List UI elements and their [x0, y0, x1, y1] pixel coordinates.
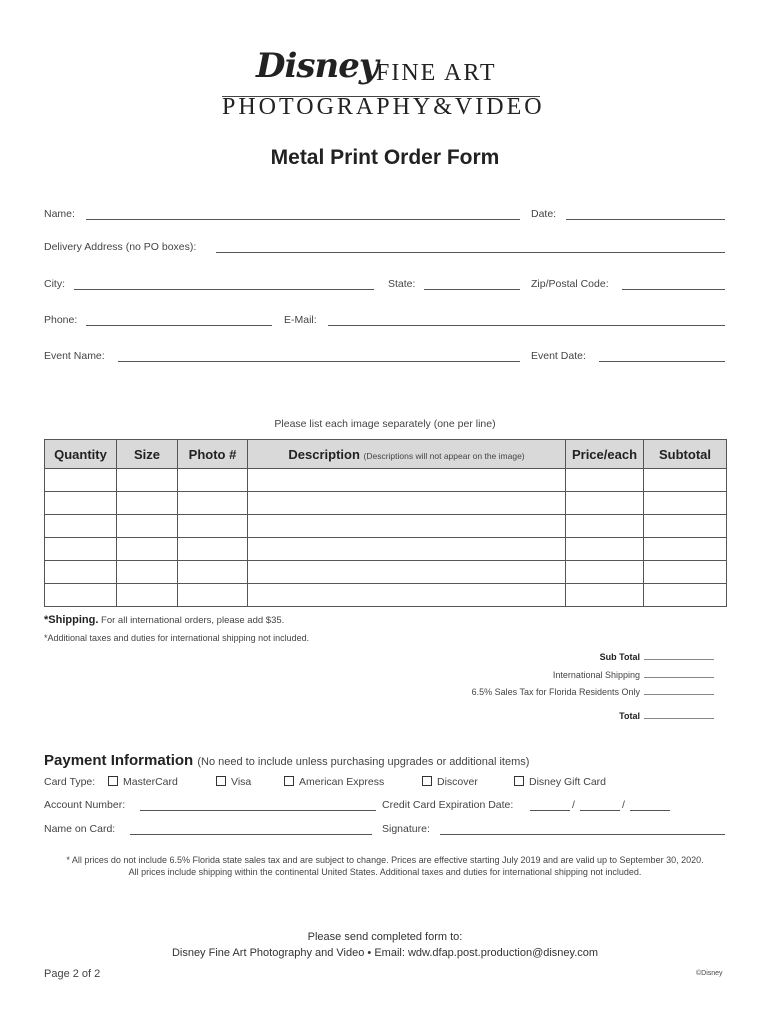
expiration-separator: /	[572, 799, 575, 811]
description-cell[interactable]	[248, 584, 566, 607]
table-row	[45, 561, 727, 584]
header-price-each: Price/each	[566, 440, 644, 469]
checkbox-icon[interactable]	[216, 776, 226, 786]
table-header-row	[45, 440, 727, 469]
date-field[interactable]	[566, 219, 725, 220]
card-option-amex[interactable]	[284, 776, 384, 788]
price-footnote-line1: * All prices do not include 6.5% Florida state sales tax and are subject to change. Prices are effective starting July 2019 and are valid up to September 30, 2020.	[66, 855, 704, 865]
card-option-label: Discover	[437, 776, 478, 788]
size-cell[interactable]	[117, 584, 178, 607]
event-date-label: Event Date:	[531, 350, 586, 362]
header-description-note: (Descriptions will not appear on the image)	[363, 450, 525, 461]
zip-label: Zip/Postal Code:	[531, 278, 609, 290]
header-quantity: Quantity	[45, 440, 117, 469]
address-label: Delivery Address (no PO boxes):	[44, 241, 197, 253]
page-number: Page 2 of 2	[44, 968, 101, 980]
order-table	[44, 439, 727, 607]
card-option-gift-card[interactable]	[514, 776, 606, 788]
payment-heading-note: (No need to include unless purchasing upgrades or additional items)	[197, 756, 530, 768]
total-label: Total	[619, 711, 640, 721]
send-instructions: Please send completed form to:	[307, 931, 463, 943]
total-line	[619, 710, 714, 721]
photo-number-cell[interactable]	[178, 515, 248, 538]
size-cell[interactable]	[117, 469, 178, 492]
description-cell[interactable]	[248, 538, 566, 561]
table-row	[45, 515, 727, 538]
event-name-field[interactable]	[118, 361, 520, 362]
card-option-mastercard[interactable]	[108, 776, 178, 788]
name-on-card-label: Name on Card:	[44, 823, 116, 835]
send-contact: Disney Fine Art Photography and Video • Email: wdw.dfap.post.production@disney.com	[171, 947, 599, 959]
header-description	[248, 440, 566, 469]
quantity-cell[interactable]	[45, 584, 117, 607]
tax-field[interactable]	[644, 686, 714, 695]
intl-shipping-label: International Shipping	[552, 670, 640, 680]
description-cell[interactable]	[248, 492, 566, 515]
subtotal-label: Sub Total	[599, 652, 640, 662]
state-field[interactable]	[424, 289, 520, 290]
brand-logo	[222, 42, 552, 120]
quantity-cell[interactable]	[45, 469, 117, 492]
description-cell[interactable]	[248, 515, 566, 538]
card-option-discover[interactable]	[422, 776, 478, 788]
name-on-card-field[interactable]	[130, 834, 372, 835]
subtotal-cell[interactable]	[644, 469, 727, 492]
email-label: E-Mail:	[284, 314, 317, 326]
checkbox-icon[interactable]	[514, 776, 524, 786]
logo-disney-text: Disney	[256, 46, 378, 86]
card-option-label: American Express	[299, 776, 385, 788]
date-label: Date:	[531, 208, 557, 220]
photo-number-cell[interactable]	[178, 584, 248, 607]
shipping-label: *Shipping.	[44, 614, 99, 626]
subtotal-line	[600, 651, 714, 662]
photo-number-cell[interactable]	[178, 469, 248, 492]
table-row	[45, 584, 727, 607]
quantity-cell[interactable]	[45, 561, 117, 584]
header-size: Size	[117, 440, 178, 469]
account-number-field[interactable]	[140, 810, 376, 811]
signature-field[interactable]	[440, 834, 725, 835]
event-name-label: Event Name:	[44, 350, 105, 362]
tax-label: 6.5% Sales Tax for Florida Residents Only	[471, 687, 640, 697]
header-description-label: Description	[288, 446, 360, 462]
zip-field[interactable]	[622, 289, 725, 290]
card-type-label: Card Type:	[44, 776, 96, 788]
price-cell[interactable]	[566, 515, 644, 538]
phone-label: Phone:	[44, 314, 78, 326]
size-cell[interactable]	[117, 561, 178, 584]
size-cell[interactable]	[117, 492, 178, 515]
shipping-note	[44, 614, 284, 626]
photo-number-cell[interactable]	[178, 538, 248, 561]
photo-number-cell[interactable]	[178, 561, 248, 584]
expiration-day-field[interactable]	[580, 810, 620, 811]
tax-line	[472, 686, 714, 697]
expiration-separator: /	[622, 799, 625, 811]
shipping-text: For all international orders, please add $35.	[101, 615, 285, 626]
expiration-month-field[interactable]	[530, 810, 570, 811]
shipping-duties-note: *Additional taxes and duties for international shipping not included.	[44, 633, 310, 643]
card-option-label: Disney Gift Card	[529, 776, 607, 788]
event-date-field[interactable]	[599, 361, 725, 362]
state-label: State:	[388, 278, 416, 290]
payment-heading	[44, 752, 529, 769]
table-row	[45, 492, 727, 515]
city-field[interactable]	[74, 289, 374, 290]
total-field[interactable]	[644, 710, 714, 719]
email-field[interactable]	[328, 325, 725, 326]
intl-shipping-field[interactable]	[644, 669, 714, 678]
table-instructions: Please list each image separately (one per line)	[274, 418, 496, 430]
price-cell[interactable]	[566, 469, 644, 492]
card-option-visa[interactable]	[216, 776, 251, 788]
city-label: City:	[44, 278, 65, 290]
subtotal-field[interactable]	[644, 651, 714, 660]
price-cell[interactable]	[566, 492, 644, 515]
quantity-cell[interactable]	[45, 492, 117, 515]
description-cell[interactable]	[248, 469, 566, 492]
size-cell[interactable]	[117, 515, 178, 538]
card-option-label: Visa	[231, 776, 252, 788]
copyright: ©Disney	[696, 970, 723, 977]
header-photo-number: Photo #	[178, 440, 248, 469]
subtotal-cell[interactable]	[644, 515, 727, 538]
logo-fine-art-text: FINE ART	[376, 60, 497, 86]
intl-shipping-line	[553, 669, 714, 680]
checkbox-icon[interactable]	[108, 776, 118, 786]
subtotal-cell[interactable]	[644, 584, 727, 607]
price-cell[interactable]	[566, 538, 644, 561]
account-number-label: Account Number:	[44, 799, 126, 811]
header-subtotal: Subtotal	[644, 440, 727, 469]
price-cell[interactable]	[566, 561, 644, 584]
description-cell[interactable]	[248, 561, 566, 584]
subtotal-cell[interactable]	[644, 538, 727, 561]
table-row	[45, 538, 727, 561]
table-row	[45, 469, 727, 492]
phone-field[interactable]	[86, 325, 272, 326]
subtotal-cell[interactable]	[644, 492, 727, 515]
page-title: Metal Print Order Form	[270, 146, 500, 169]
checkbox-icon[interactable]	[422, 776, 432, 786]
price-cell[interactable]	[566, 584, 644, 607]
expiration-year-field[interactable]	[630, 810, 670, 811]
payment-heading-title: Payment Information	[44, 752, 194, 769]
price-footnote-line2: All prices include shipping within the continental United States. Additional taxes and duties for international shipping not included.	[128, 867, 642, 877]
photo-number-cell[interactable]	[178, 492, 248, 515]
name-field[interactable]	[86, 219, 520, 220]
expiration-label: Credit Card Expiration Date:	[382, 799, 514, 811]
signature-label: Signature:	[382, 823, 430, 835]
logo-photo-video-text: PHOTOGRAPHY&VIDEO	[222, 94, 545, 120]
quantity-cell[interactable]	[45, 515, 117, 538]
card-option-label: MasterCard	[123, 776, 178, 788]
checkbox-icon[interactable]	[284, 776, 294, 786]
subtotal-cell[interactable]	[644, 561, 727, 584]
quantity-cell[interactable]	[45, 538, 117, 561]
address-field[interactable]	[216, 252, 725, 253]
name-label: Name:	[44, 208, 75, 220]
size-cell[interactable]	[117, 538, 178, 561]
